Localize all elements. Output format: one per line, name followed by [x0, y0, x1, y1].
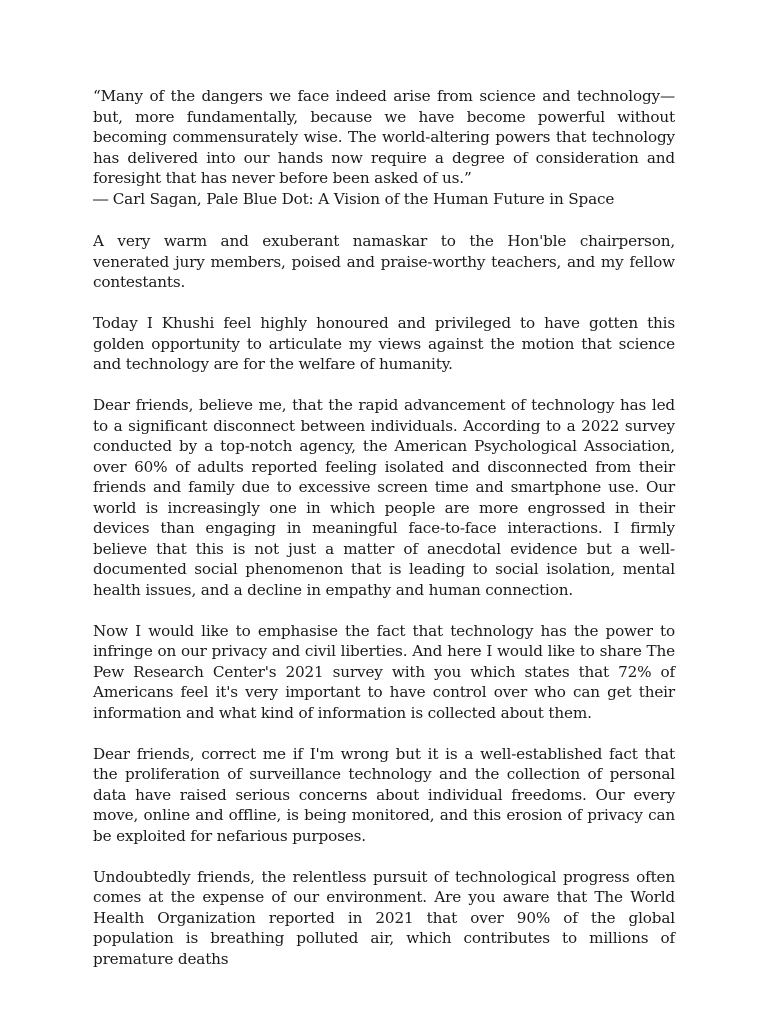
- epigraph: [93, 86, 675, 209]
- epigraph-quote: “Many of the dangers we face indeed arise from science and technology—but, more fundamentally, because we have become powerful without becoming commensurately wise. The world-altering powers that technology has delivered into our hands now require a degree of consideration and foresight that has never before been asked of us.”: [93, 87, 675, 187]
- paragraph-privacy: Now I would like to emphasise the fact that technology has the power to infringe on our privacy and civil liberties. And here I would like to share The Pew Research Center's 2021 survey with you which states that 72% of Americans feel it's very important to have control over who can get their information and what kind of information is collected about them.: [93, 621, 675, 722]
- paragraph-greeting: A very warm and exuberant namaskar to the Hon'ble chairperson, venerated jury members, poised and praise-worthy teachers, and my fellow contestants.: [93, 232, 675, 291]
- paragraph-introduction: Today I Khushi feel highly honoured and privileged to have gotten this golden opportunity to articulate my views against the motion that science and technology are for the welfare of humanity.: [93, 314, 675, 373]
- paragraph-disconnect: Dear friends, believe me, that the rapid advancement of technology has led to a significant disconnect between individuals. According to a 2022 survey conducted by a top-notch agency, the American Psychological Association, over 60% of adults reported feeling isolated and disconnected from their friends and family due to excessive screen time and smartphone use. Our world is increasingly one in which people are more engrossed in their devices than engaging in meaningful face-to-face interactions. I firmly believe that this is not just a matter of anecdotal evidence but a well-documented social phenomenon that is leading to social isolation, mental health issues, and a decline in empathy and human connection.: [93, 396, 675, 599]
- paragraph-surveillance: Dear friends, correct me if I'm wrong but it is a well-established fact that the proliferation of surveillance technology and the collection of personal data have raised serious concerns about individual freedoms. Our every move, online and offline, is being monitored, and this erosion of privacy can be exploited for nefarious purposes.: [93, 744, 675, 845]
- paragraph-environment: Undoubtedly friends, the relentless pursuit of technological progress often comes at the expense of our environment. Are you aware that The World Health Organization reported in 2021 that over 90% of the global population is breathing polluted air, which contributes to millions of premature deaths: [93, 867, 675, 968]
- document-page: [93, 86, 675, 990]
- epigraph-attribution: ― Carl Sagan, Pale Blue Dot: A Vision of the Human Future in Space: [93, 189, 615, 208]
